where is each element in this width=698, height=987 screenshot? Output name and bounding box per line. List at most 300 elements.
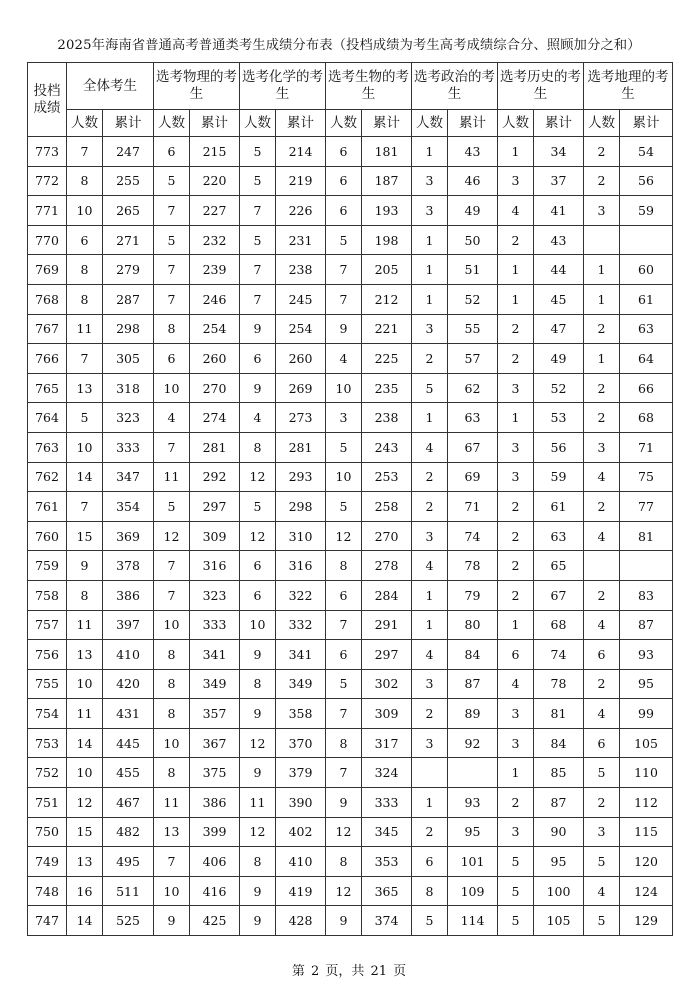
score-cell: 772 bbox=[28, 166, 67, 196]
count-cell: 1 bbox=[412, 788, 448, 818]
cumulative-cell: 281 bbox=[276, 432, 326, 462]
cumulative-cell: 226 bbox=[276, 196, 326, 226]
count-cell: 6 bbox=[154, 137, 190, 167]
count-cell: 8 bbox=[67, 580, 103, 610]
cumulative-cell: 52 bbox=[534, 373, 584, 403]
cumulative-cell: 63 bbox=[448, 403, 498, 433]
count-cell: 7 bbox=[154, 551, 190, 581]
count-cell: 9 bbox=[67, 551, 103, 581]
count-cell: 8 bbox=[240, 847, 276, 877]
count-cell: 7 bbox=[326, 699, 362, 729]
cumulative-cell: 390 bbox=[276, 788, 326, 818]
count-cell: 1 bbox=[412, 610, 448, 640]
table-row bbox=[28, 344, 673, 374]
header-cumulative: 累计 bbox=[276, 110, 326, 137]
count-cell: 5 bbox=[326, 492, 362, 522]
cumulative-cell: 114 bbox=[448, 906, 498, 936]
cumulative-cell: 367 bbox=[190, 728, 240, 758]
cumulative-cell: 495 bbox=[103, 847, 154, 877]
cumulative-cell: 310 bbox=[276, 521, 326, 551]
score-cell: 748 bbox=[28, 876, 67, 906]
count-cell: 4 bbox=[412, 551, 448, 581]
cumulative-cell: 231 bbox=[276, 225, 326, 255]
count-cell: 7 bbox=[67, 492, 103, 522]
cumulative-cell: 59 bbox=[534, 462, 584, 492]
count-cell: 7 bbox=[154, 255, 190, 285]
count-cell: 2 bbox=[584, 403, 620, 433]
count-cell: 6 bbox=[67, 225, 103, 255]
count-cell: 5 bbox=[67, 403, 103, 433]
cumulative-cell: 221 bbox=[362, 314, 412, 344]
count-cell: 5 bbox=[326, 432, 362, 462]
count-cell: 5 bbox=[584, 906, 620, 936]
cumulative-cell: 66 bbox=[620, 373, 673, 403]
cumulative-cell: 60 bbox=[620, 255, 673, 285]
count-cell: 2 bbox=[498, 788, 534, 818]
count-cell: 11 bbox=[67, 610, 103, 640]
score-cell: 767 bbox=[28, 314, 67, 344]
count-cell: 7 bbox=[154, 847, 190, 877]
header-cumulative: 累计 bbox=[448, 110, 498, 137]
cumulative-cell: 271 bbox=[103, 225, 154, 255]
score-cell: 749 bbox=[28, 847, 67, 877]
table-row bbox=[28, 610, 673, 640]
cumulative-cell: 34 bbox=[534, 137, 584, 167]
count-cell: 4 bbox=[326, 344, 362, 374]
count-cell: 9 bbox=[326, 314, 362, 344]
score-cell: 758 bbox=[28, 580, 67, 610]
cumulative-cell: 52 bbox=[448, 284, 498, 314]
count-cell: 11 bbox=[67, 699, 103, 729]
count-cell: 3 bbox=[498, 462, 534, 492]
count-cell: 7 bbox=[240, 255, 276, 285]
table-row bbox=[28, 728, 673, 758]
cumulative-cell: 341 bbox=[190, 640, 240, 670]
score-cell: 761 bbox=[28, 492, 67, 522]
cumulative-cell: 357 bbox=[190, 699, 240, 729]
cumulative-cell: 386 bbox=[190, 788, 240, 818]
cumulative-cell: 56 bbox=[534, 432, 584, 462]
count-cell: 1 bbox=[412, 580, 448, 610]
cumulative-cell: 77 bbox=[620, 492, 673, 522]
count-cell: 12 bbox=[326, 876, 362, 906]
count-cell: 1 bbox=[584, 284, 620, 314]
count-cell: 2 bbox=[498, 580, 534, 610]
cumulative-cell: 43 bbox=[448, 137, 498, 167]
cumulative-cell: 269 bbox=[276, 373, 326, 403]
cumulative-cell: 341 bbox=[276, 640, 326, 670]
count-cell: 12 bbox=[67, 788, 103, 818]
score-cell: 769 bbox=[28, 255, 67, 285]
count-cell: 8 bbox=[67, 255, 103, 285]
cumulative-cell: 374 bbox=[362, 906, 412, 936]
cumulative-cell: 37 bbox=[534, 166, 584, 196]
count-cell: 9 bbox=[240, 906, 276, 936]
count-cell: 13 bbox=[67, 640, 103, 670]
count-cell: 12 bbox=[240, 521, 276, 551]
table-row bbox=[28, 551, 673, 581]
count-cell bbox=[584, 225, 620, 255]
count-cell: 7 bbox=[154, 196, 190, 226]
count-cell: 13 bbox=[67, 847, 103, 877]
count-cell: 12 bbox=[240, 462, 276, 492]
table-row bbox=[28, 314, 673, 344]
table-row bbox=[28, 640, 673, 670]
count-cell: 5 bbox=[498, 906, 534, 936]
score-cell: 757 bbox=[28, 610, 67, 640]
cumulative-cell bbox=[620, 551, 673, 581]
cumulative-cell: 274 bbox=[190, 403, 240, 433]
count-cell: 8 bbox=[154, 640, 190, 670]
cumulative-cell: 187 bbox=[362, 166, 412, 196]
count-cell: 12 bbox=[240, 817, 276, 847]
count-cell: 7 bbox=[240, 196, 276, 226]
count-cell: 1 bbox=[498, 255, 534, 285]
count-cell: 2 bbox=[584, 788, 620, 818]
table-row bbox=[28, 492, 673, 522]
count-cell: 3 bbox=[498, 728, 534, 758]
header-group: 选考政治的考生 bbox=[412, 63, 498, 110]
count-cell: 2 bbox=[584, 492, 620, 522]
count-cell: 1 bbox=[498, 758, 534, 788]
count-cell: 5 bbox=[154, 225, 190, 255]
count-cell: 6 bbox=[584, 728, 620, 758]
count-cell: 3 bbox=[412, 166, 448, 196]
cumulative-cell: 358 bbox=[276, 699, 326, 729]
count-cell: 5 bbox=[240, 492, 276, 522]
score-cell: 768 bbox=[28, 284, 67, 314]
cumulative-cell: 227 bbox=[190, 196, 240, 226]
cumulative-cell: 292 bbox=[190, 462, 240, 492]
table-row bbox=[28, 196, 673, 226]
cumulative-cell: 238 bbox=[276, 255, 326, 285]
table-row bbox=[28, 373, 673, 403]
cumulative-cell: 333 bbox=[103, 432, 154, 462]
count-cell: 4 bbox=[154, 403, 190, 433]
cumulative-cell: 59 bbox=[620, 196, 673, 226]
score-cell: 754 bbox=[28, 699, 67, 729]
count-cell: 10 bbox=[154, 876, 190, 906]
cumulative-cell: 511 bbox=[103, 876, 154, 906]
cumulative-cell: 365 bbox=[362, 876, 412, 906]
cumulative-cell: 281 bbox=[190, 432, 240, 462]
cumulative-cell: 378 bbox=[103, 551, 154, 581]
cumulative-cell: 87 bbox=[534, 788, 584, 818]
cumulative-cell: 95 bbox=[620, 669, 673, 699]
count-cell: 9 bbox=[240, 640, 276, 670]
count-cell: 4 bbox=[584, 521, 620, 551]
cumulative-cell: 198 bbox=[362, 225, 412, 255]
cumulative-cell bbox=[448, 758, 498, 788]
header-group: 选考生物的考生 bbox=[326, 63, 412, 110]
cumulative-cell: 129 bbox=[620, 906, 673, 936]
count-cell: 2 bbox=[412, 462, 448, 492]
header-group: 全体考生 bbox=[67, 63, 154, 110]
cumulative-cell: 53 bbox=[534, 403, 584, 433]
count-cell: 6 bbox=[412, 847, 448, 877]
score-cell: 752 bbox=[28, 758, 67, 788]
count-cell: 5 bbox=[326, 669, 362, 699]
count-cell: 15 bbox=[67, 521, 103, 551]
cumulative-cell: 84 bbox=[448, 640, 498, 670]
count-cell: 4 bbox=[498, 196, 534, 226]
count-cell: 1 bbox=[412, 225, 448, 255]
cumulative-cell: 416 bbox=[190, 876, 240, 906]
score-cell: 765 bbox=[28, 373, 67, 403]
cumulative-cell: 309 bbox=[190, 521, 240, 551]
header-group: 选考物理的考生 bbox=[154, 63, 240, 110]
cumulative-cell: 54 bbox=[620, 137, 673, 167]
count-cell: 10 bbox=[326, 462, 362, 492]
count-cell: 13 bbox=[67, 373, 103, 403]
count-cell: 11 bbox=[240, 788, 276, 818]
count-cell: 9 bbox=[326, 788, 362, 818]
cumulative-cell: 71 bbox=[448, 492, 498, 522]
count-cell: 8 bbox=[326, 728, 362, 758]
count-cell: 5 bbox=[412, 373, 448, 403]
table-row bbox=[28, 284, 673, 314]
count-cell: 6 bbox=[154, 344, 190, 374]
count-cell: 2 bbox=[412, 699, 448, 729]
table-row bbox=[28, 166, 673, 196]
cumulative-cell: 397 bbox=[103, 610, 154, 640]
count-cell: 12 bbox=[326, 521, 362, 551]
cumulative-cell: 316 bbox=[276, 551, 326, 581]
cumulative-cell: 347 bbox=[103, 462, 154, 492]
score-cell: 759 bbox=[28, 551, 67, 581]
cumulative-cell: 316 bbox=[190, 551, 240, 581]
count-cell: 2 bbox=[584, 314, 620, 344]
cumulative-cell: 238 bbox=[362, 403, 412, 433]
count-cell: 11 bbox=[67, 314, 103, 344]
cumulative-cell: 100 bbox=[534, 876, 584, 906]
count-cell: 6 bbox=[326, 137, 362, 167]
cumulative-cell: 85 bbox=[534, 758, 584, 788]
count-cell: 6 bbox=[584, 640, 620, 670]
header-count: 人数 bbox=[67, 110, 103, 137]
cumulative-cell: 309 bbox=[362, 699, 412, 729]
count-cell: 6 bbox=[240, 580, 276, 610]
count-cell: 2 bbox=[584, 137, 620, 167]
table-row bbox=[28, 876, 673, 906]
count-cell: 6 bbox=[498, 640, 534, 670]
cumulative-cell: 71 bbox=[620, 432, 673, 462]
score-cell: 750 bbox=[28, 817, 67, 847]
cumulative-cell: 291 bbox=[362, 610, 412, 640]
count-cell: 13 bbox=[154, 817, 190, 847]
cumulative-cell: 420 bbox=[103, 669, 154, 699]
cumulative-cell: 93 bbox=[448, 788, 498, 818]
score-cell: 756 bbox=[28, 640, 67, 670]
count-cell bbox=[412, 758, 448, 788]
count-cell: 7 bbox=[326, 758, 362, 788]
count-cell: 1 bbox=[584, 255, 620, 285]
cumulative-cell: 270 bbox=[190, 373, 240, 403]
cumulative-cell: 74 bbox=[448, 521, 498, 551]
cumulative-cell: 332 bbox=[276, 610, 326, 640]
cumulative-cell: 349 bbox=[276, 669, 326, 699]
count-cell: 2 bbox=[584, 166, 620, 196]
count-cell: 2 bbox=[498, 551, 534, 581]
count-cell: 4 bbox=[584, 610, 620, 640]
cumulative-cell: 109 bbox=[448, 876, 498, 906]
count-cell: 11 bbox=[154, 462, 190, 492]
cumulative-cell: 323 bbox=[190, 580, 240, 610]
cumulative-cell: 65 bbox=[534, 551, 584, 581]
cumulative-cell: 193 bbox=[362, 196, 412, 226]
cumulative-cell: 428 bbox=[276, 906, 326, 936]
count-cell: 11 bbox=[154, 788, 190, 818]
cumulative-cell: 297 bbox=[362, 640, 412, 670]
table-row bbox=[28, 699, 673, 729]
count-cell: 7 bbox=[326, 610, 362, 640]
cumulative-cell: 205 bbox=[362, 255, 412, 285]
cumulative-cell: 253 bbox=[362, 462, 412, 492]
table-row bbox=[28, 225, 673, 255]
count-cell: 9 bbox=[240, 876, 276, 906]
count-cell: 5 bbox=[326, 225, 362, 255]
cumulative-cell: 105 bbox=[534, 906, 584, 936]
cumulative-cell: 81 bbox=[534, 699, 584, 729]
count-cell: 2 bbox=[584, 580, 620, 610]
cumulative-cell: 279 bbox=[103, 255, 154, 285]
cumulative-cell: 83 bbox=[620, 580, 673, 610]
count-cell: 7 bbox=[154, 580, 190, 610]
count-cell: 5 bbox=[240, 166, 276, 196]
cumulative-cell: 56 bbox=[620, 166, 673, 196]
cumulative-cell: 247 bbox=[103, 137, 154, 167]
cumulative-cell: 482 bbox=[103, 817, 154, 847]
header-cumulative: 累计 bbox=[103, 110, 154, 137]
cumulative-cell: 317 bbox=[362, 728, 412, 758]
cumulative-cell: 57 bbox=[448, 344, 498, 374]
cumulative-cell: 95 bbox=[534, 847, 584, 877]
count-cell: 2 bbox=[498, 521, 534, 551]
cumulative-cell: 353 bbox=[362, 847, 412, 877]
cumulative-cell: 379 bbox=[276, 758, 326, 788]
count-cell: 5 bbox=[154, 166, 190, 196]
cumulative-cell: 45 bbox=[534, 284, 584, 314]
count-cell: 3 bbox=[498, 373, 534, 403]
cumulative-cell: 260 bbox=[190, 344, 240, 374]
count-cell: 7 bbox=[67, 137, 103, 167]
header-count: 人数 bbox=[154, 110, 190, 137]
count-cell: 1 bbox=[498, 403, 534, 433]
header-cumulative: 累计 bbox=[620, 110, 673, 137]
cumulative-cell: 84 bbox=[534, 728, 584, 758]
cumulative-cell: 349 bbox=[190, 669, 240, 699]
count-cell: 3 bbox=[498, 432, 534, 462]
cumulative-cell: 93 bbox=[620, 640, 673, 670]
cumulative-cell: 402 bbox=[276, 817, 326, 847]
cumulative-cell: 124 bbox=[620, 876, 673, 906]
count-cell: 10 bbox=[67, 196, 103, 226]
cumulative-cell: 47 bbox=[534, 314, 584, 344]
count-cell: 1 bbox=[412, 137, 448, 167]
header-group: 选考地理的考生 bbox=[584, 63, 673, 110]
header-cumulative: 累计 bbox=[362, 110, 412, 137]
cumulative-cell: 46 bbox=[448, 166, 498, 196]
cumulative-cell: 425 bbox=[190, 906, 240, 936]
header-count: 人数 bbox=[584, 110, 620, 137]
table-row bbox=[28, 432, 673, 462]
count-cell: 4 bbox=[412, 640, 448, 670]
cumulative-cell: 302 bbox=[362, 669, 412, 699]
header-count: 人数 bbox=[326, 110, 362, 137]
cumulative-cell: 410 bbox=[276, 847, 326, 877]
cumulative-cell: 298 bbox=[103, 314, 154, 344]
score-cell: 753 bbox=[28, 728, 67, 758]
cumulative-cell: 55 bbox=[448, 314, 498, 344]
count-cell: 12 bbox=[154, 521, 190, 551]
table-row bbox=[28, 403, 673, 433]
count-cell: 14 bbox=[67, 728, 103, 758]
count-cell: 2 bbox=[412, 344, 448, 374]
count-cell: 9 bbox=[326, 906, 362, 936]
cumulative-cell: 455 bbox=[103, 758, 154, 788]
cumulative-cell: 112 bbox=[620, 788, 673, 818]
cumulative-cell: 467 bbox=[103, 788, 154, 818]
cumulative-cell: 375 bbox=[190, 758, 240, 788]
cumulative-cell: 232 bbox=[190, 225, 240, 255]
count-cell: 5 bbox=[154, 492, 190, 522]
count-cell: 10 bbox=[154, 728, 190, 758]
cumulative-cell: 255 bbox=[103, 166, 154, 196]
count-cell: 4 bbox=[584, 462, 620, 492]
count-cell: 4 bbox=[498, 669, 534, 699]
cumulative-cell: 293 bbox=[276, 462, 326, 492]
count-cell: 8 bbox=[326, 551, 362, 581]
cumulative-cell: 287 bbox=[103, 284, 154, 314]
cumulative-cell: 246 bbox=[190, 284, 240, 314]
cumulative-cell: 67 bbox=[448, 432, 498, 462]
header-group: 选考化学的考生 bbox=[240, 63, 326, 110]
count-cell: 8 bbox=[240, 669, 276, 699]
count-cell: 3 bbox=[412, 728, 448, 758]
count-cell: 7 bbox=[326, 255, 362, 285]
cumulative-cell: 64 bbox=[620, 344, 673, 374]
count-cell: 5 bbox=[412, 906, 448, 936]
cumulative-cell: 219 bbox=[276, 166, 326, 196]
count-cell: 2 bbox=[584, 373, 620, 403]
cumulative-cell: 354 bbox=[103, 492, 154, 522]
count-cell: 6 bbox=[326, 640, 362, 670]
cumulative-cell: 74 bbox=[534, 640, 584, 670]
count-cell: 5 bbox=[498, 847, 534, 877]
count-cell: 6 bbox=[240, 344, 276, 374]
cumulative-cell: 68 bbox=[620, 403, 673, 433]
count-cell: 6 bbox=[326, 196, 362, 226]
count-cell: 2 bbox=[498, 344, 534, 374]
cumulative-cell: 318 bbox=[103, 373, 154, 403]
count-cell: 8 bbox=[154, 669, 190, 699]
count-cell: 3 bbox=[412, 314, 448, 344]
count-cell: 2 bbox=[412, 817, 448, 847]
count-cell: 3 bbox=[498, 817, 534, 847]
count-cell: 2 bbox=[498, 314, 534, 344]
header-cumulative: 累计 bbox=[534, 110, 584, 137]
count-cell: 4 bbox=[584, 699, 620, 729]
cumulative-cell: 89 bbox=[448, 699, 498, 729]
cumulative-cell: 333 bbox=[190, 610, 240, 640]
cumulative-cell: 51 bbox=[448, 255, 498, 285]
count-cell: 8 bbox=[154, 314, 190, 344]
count-cell: 10 bbox=[67, 669, 103, 699]
cumulative-cell: 101 bbox=[448, 847, 498, 877]
cumulative-cell: 43 bbox=[534, 225, 584, 255]
cumulative-cell: 525 bbox=[103, 906, 154, 936]
cumulative-cell: 75 bbox=[620, 462, 673, 492]
